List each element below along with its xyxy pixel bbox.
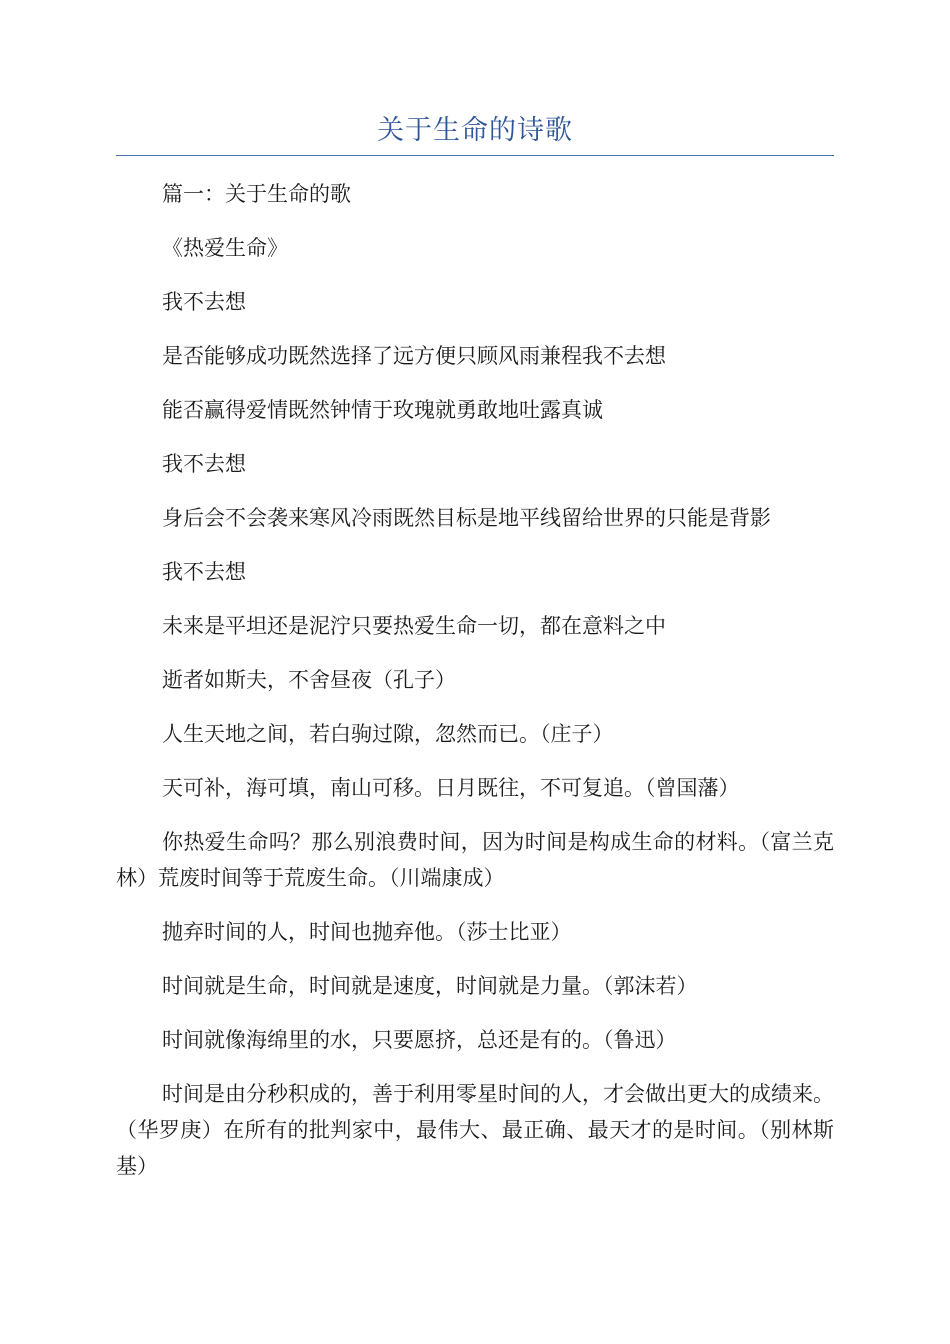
paragraph: 你热爱生命吗？那么别浪费时间，因为时间是构成生命的材料。（富兰克林）荒废时间等于荒废生命。（川端康成） <box>116 830 834 890</box>
document-body <box>116 176 834 1202</box>
title-underline <box>116 155 834 156</box>
paragraph: 身后会不会袭来寒风冷雨既然目标是地平线留给世界的只能是背影 <box>162 506 771 530</box>
paragraph: 抛弃时间的人，时间也抛弃他。（莎士比亚） <box>162 920 572 944</box>
document-title: 关于生命的诗歌 <box>377 115 573 146</box>
paragraph: 未来是平坦还是泥泞只要热爱生命一切，都在意料之中 <box>162 614 666 638</box>
paragraph: 人生天地之间，若白驹过隙，忽然而已。（庄子） <box>162 722 614 746</box>
paragraph: 时间就像海绵里的水，只要愿挤，总还是有的。（鲁迅） <box>162 1028 677 1052</box>
paragraph: 《热爱生命》 <box>162 236 288 260</box>
paragraph: 天可补，海可填，南山可移。日月既往，不可复追。（曾国藩） <box>162 776 740 800</box>
paragraph: 我不去想 <box>162 560 246 584</box>
paragraph: 我不去想 <box>162 290 246 314</box>
paragraph: 篇一：关于生命的歌 <box>162 182 351 206</box>
paragraph: 是否能够成功既然选择了远方便只顾风雨兼程我不去想 <box>162 344 666 368</box>
paragraph: 逝者如斯夫，不舍昼夜（孔子） <box>162 668 456 692</box>
paragraph: 时间是由分秒积成的，善于利用零星时间的人，才会做出更大的成绩来。（华罗庚）在所有的批判家中，最伟大、最正确、最天才的是时间。（别林斯基） <box>116 1082 834 1178</box>
paragraph: 时间就是生命，时间就是速度，时间就是力量。（郭沫若） <box>162 974 698 998</box>
paragraph: 我不去想 <box>162 452 246 476</box>
paragraph: 能否赢得爱情既然钟情于玫瑰就勇敢地吐露真诚 <box>162 398 603 422</box>
